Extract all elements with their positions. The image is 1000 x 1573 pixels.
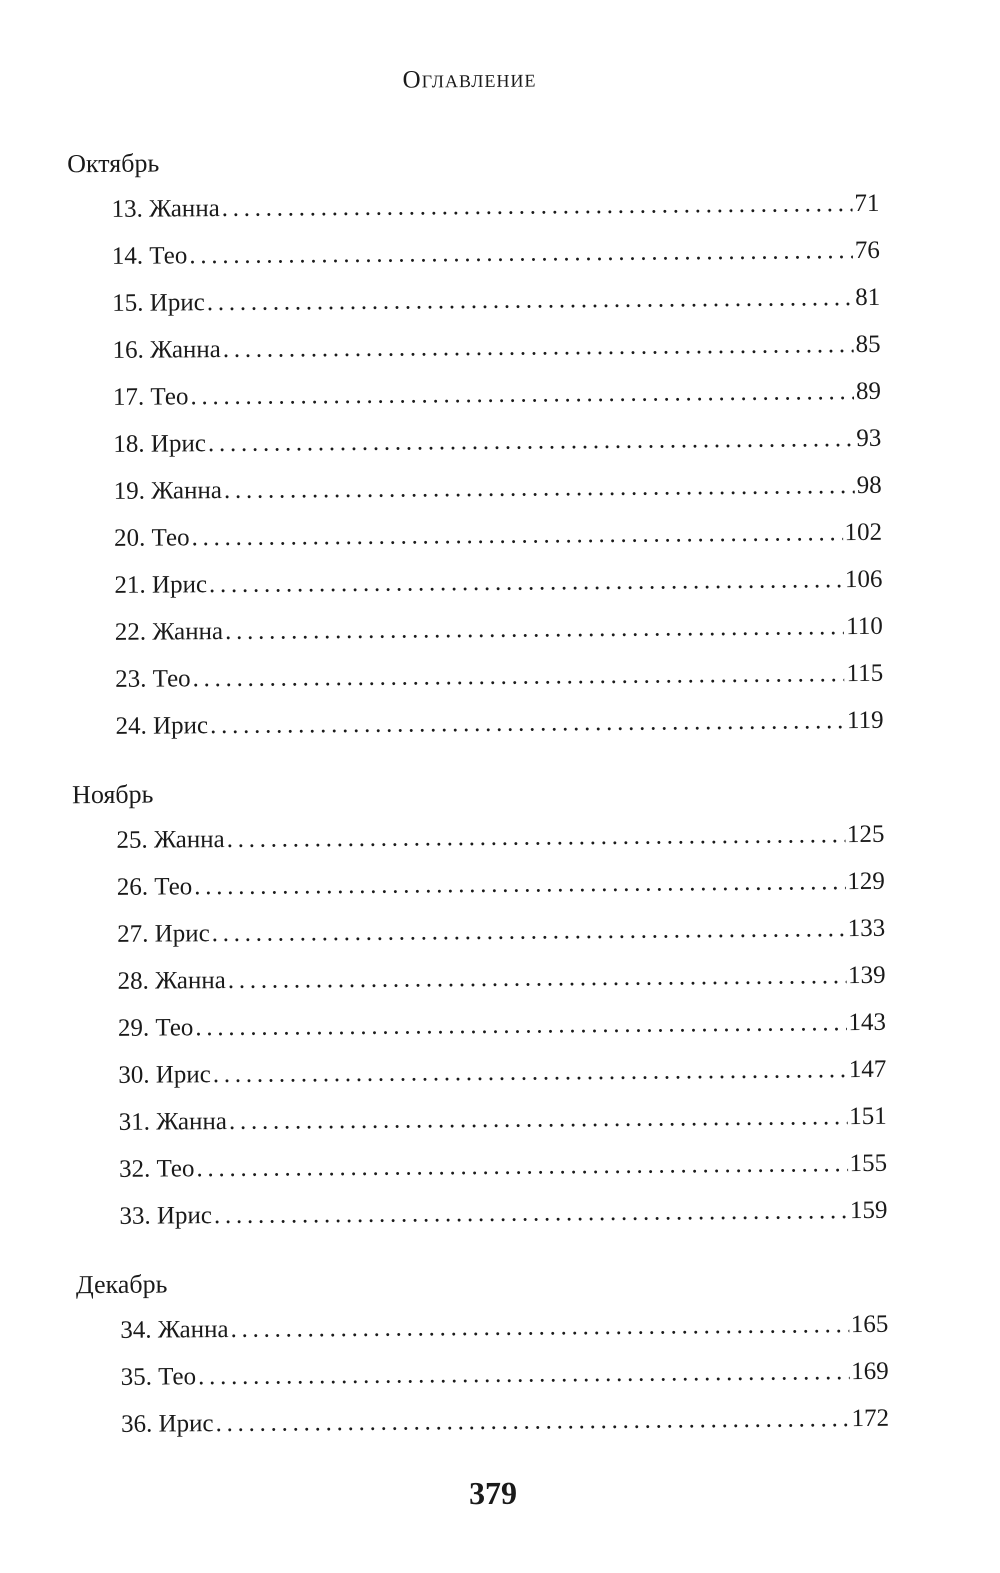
- chapter-page: 155: [849, 1149, 888, 1178]
- section-heading: Октябрь: [67, 148, 160, 179]
- chapter-page: 151: [849, 1102, 887, 1131]
- dot-leader: [210, 697, 845, 749]
- chapter-title: 31. Жанна: [118, 1107, 228, 1136]
- chapter-title: 35. Тео: [120, 1363, 197, 1391]
- chapter-page: 133: [847, 914, 886, 943]
- chapter-page: 102: [844, 518, 883, 547]
- toc-entry: [75, 1187, 887, 1240]
- chapter-page: 172: [851, 1404, 890, 1433]
- toc-entry: [73, 952, 885, 1005]
- chapter-page: 143: [848, 1008, 887, 1037]
- chapter-title: 13. Жанна: [111, 195, 220, 223]
- table-of-contents: [67, 135, 889, 1470]
- toc-entry: [69, 415, 881, 468]
- toc-entry: [75, 1140, 887, 1193]
- toc-section: [72, 766, 888, 1240]
- dot-leader: [229, 1093, 848, 1145]
- dot-leader: [225, 603, 845, 655]
- toc-section: [76, 1256, 889, 1448]
- toc-entry: [67, 180, 879, 233]
- chapter-title: 26. Тео: [116, 873, 193, 901]
- chapter-page: 98: [856, 471, 882, 500]
- chapter-title: 17. Тео: [112, 383, 189, 411]
- chapter-title: 15. Ирис: [112, 289, 205, 317]
- dot-leader: [227, 811, 846, 863]
- dot-leader: [207, 274, 854, 326]
- dot-leader: [212, 905, 846, 957]
- chapter-title: 28. Жанна: [117, 967, 226, 995]
- toc-entry: [71, 697, 883, 750]
- toc-entry: [73, 905, 885, 958]
- toc-entry: [70, 462, 882, 515]
- chapter-title: 14. Тео: [111, 242, 188, 270]
- dot-leader: [230, 1301, 849, 1353]
- chapter-title: 24. Ирис: [115, 712, 209, 740]
- chapter-title: 20. Тео: [113, 524, 190, 552]
- toc-entry: [70, 509, 882, 562]
- chapter-title: 27. Ирис: [117, 920, 210, 948]
- chapter-page: 159: [849, 1196, 888, 1225]
- chapter-title: 29. Тео: [117, 1014, 194, 1042]
- chapter-page: 89: [855, 377, 882, 406]
- chapter-page: 139: [847, 961, 886, 990]
- chapter-title: 21. Ирис: [114, 571, 208, 599]
- toc-entry: [68, 321, 880, 374]
- chapter-page: 110: [846, 612, 883, 641]
- chapter-title: 30. Ирис: [118, 1061, 211, 1089]
- chapter-page: 165: [850, 1310, 889, 1339]
- section-heading: Декабрь: [75, 1269, 168, 1300]
- chapter-page: 93: [856, 424, 882, 453]
- chapter-title: 22. Жанна: [114, 618, 224, 646]
- dot-leader: [223, 321, 854, 373]
- dot-leader: [196, 1140, 847, 1192]
- section-heading: Ноябрь: [71, 779, 154, 810]
- dot-leader: [208, 415, 855, 467]
- dot-leader: [224, 462, 855, 514]
- dot-leader: [213, 1046, 847, 1098]
- chapter-page: 129: [847, 867, 885, 896]
- dot-leader: [214, 1187, 848, 1239]
- toc-entry: [73, 858, 885, 911]
- toc-entry: [70, 556, 882, 609]
- chapter-title: 34. Жанна: [120, 1315, 229, 1344]
- chapter-title: 33. Ирис: [119, 1202, 213, 1230]
- dot-leader: [222, 180, 853, 232]
- dot-leader: [215, 1395, 849, 1447]
- chapter-title: 19. Жанна: [113, 477, 223, 505]
- toc-entry: [71, 603, 883, 656]
- chapter-page: 125: [846, 820, 885, 849]
- chapter-page: 76: [854, 236, 880, 265]
- dot-leader: [228, 952, 847, 1004]
- toc-entry: [77, 1395, 889, 1448]
- toc-entry: [68, 227, 880, 280]
- dot-leader: [191, 509, 842, 561]
- chapter-title: 25. Жанна: [116, 826, 225, 854]
- toc-entry: [76, 1301, 888, 1354]
- toc-section: [67, 135, 884, 750]
- chapter-page: 85: [855, 330, 881, 359]
- page-number: 379: [468, 1474, 518, 1512]
- dot-leader: [192, 650, 844, 702]
- toc-entry: [72, 811, 884, 864]
- chapter-page: 71: [854, 189, 880, 218]
- toc-entry: [74, 999, 886, 1052]
- chapter-page: 106: [844, 565, 883, 594]
- chapter-title: 36. Ирис: [120, 1410, 214, 1438]
- toc-entry: [69, 368, 881, 421]
- dot-leader: [209, 556, 843, 608]
- toc-entry: [71, 650, 883, 703]
- chapter-title: 16. Жанна: [112, 336, 221, 364]
- toc-entry: [74, 1046, 886, 1099]
- chapter-page: 147: [848, 1055, 887, 1084]
- chapter-title: 23. Тео: [115, 665, 191, 693]
- dot-leader: [194, 858, 845, 910]
- chapter-page: 169: [851, 1357, 889, 1386]
- dot-leader: [190, 368, 854, 420]
- dot-leader: [195, 999, 846, 1051]
- chapter-page: 119: [846, 706, 884, 735]
- dot-leader: [198, 1348, 849, 1400]
- dot-leader: [189, 227, 853, 279]
- toc-entry: [76, 1348, 888, 1401]
- toc-entry: [74, 1093, 886, 1146]
- chapter-title: 18. Ирис: [113, 430, 206, 458]
- chapter-title: 32. Тео: [118, 1155, 195, 1183]
- chapter-page: 115: [846, 659, 884, 688]
- toc-title: Оглавление: [402, 65, 537, 94]
- toc-entry: [68, 274, 880, 327]
- chapter-page: 81: [855, 283, 881, 312]
